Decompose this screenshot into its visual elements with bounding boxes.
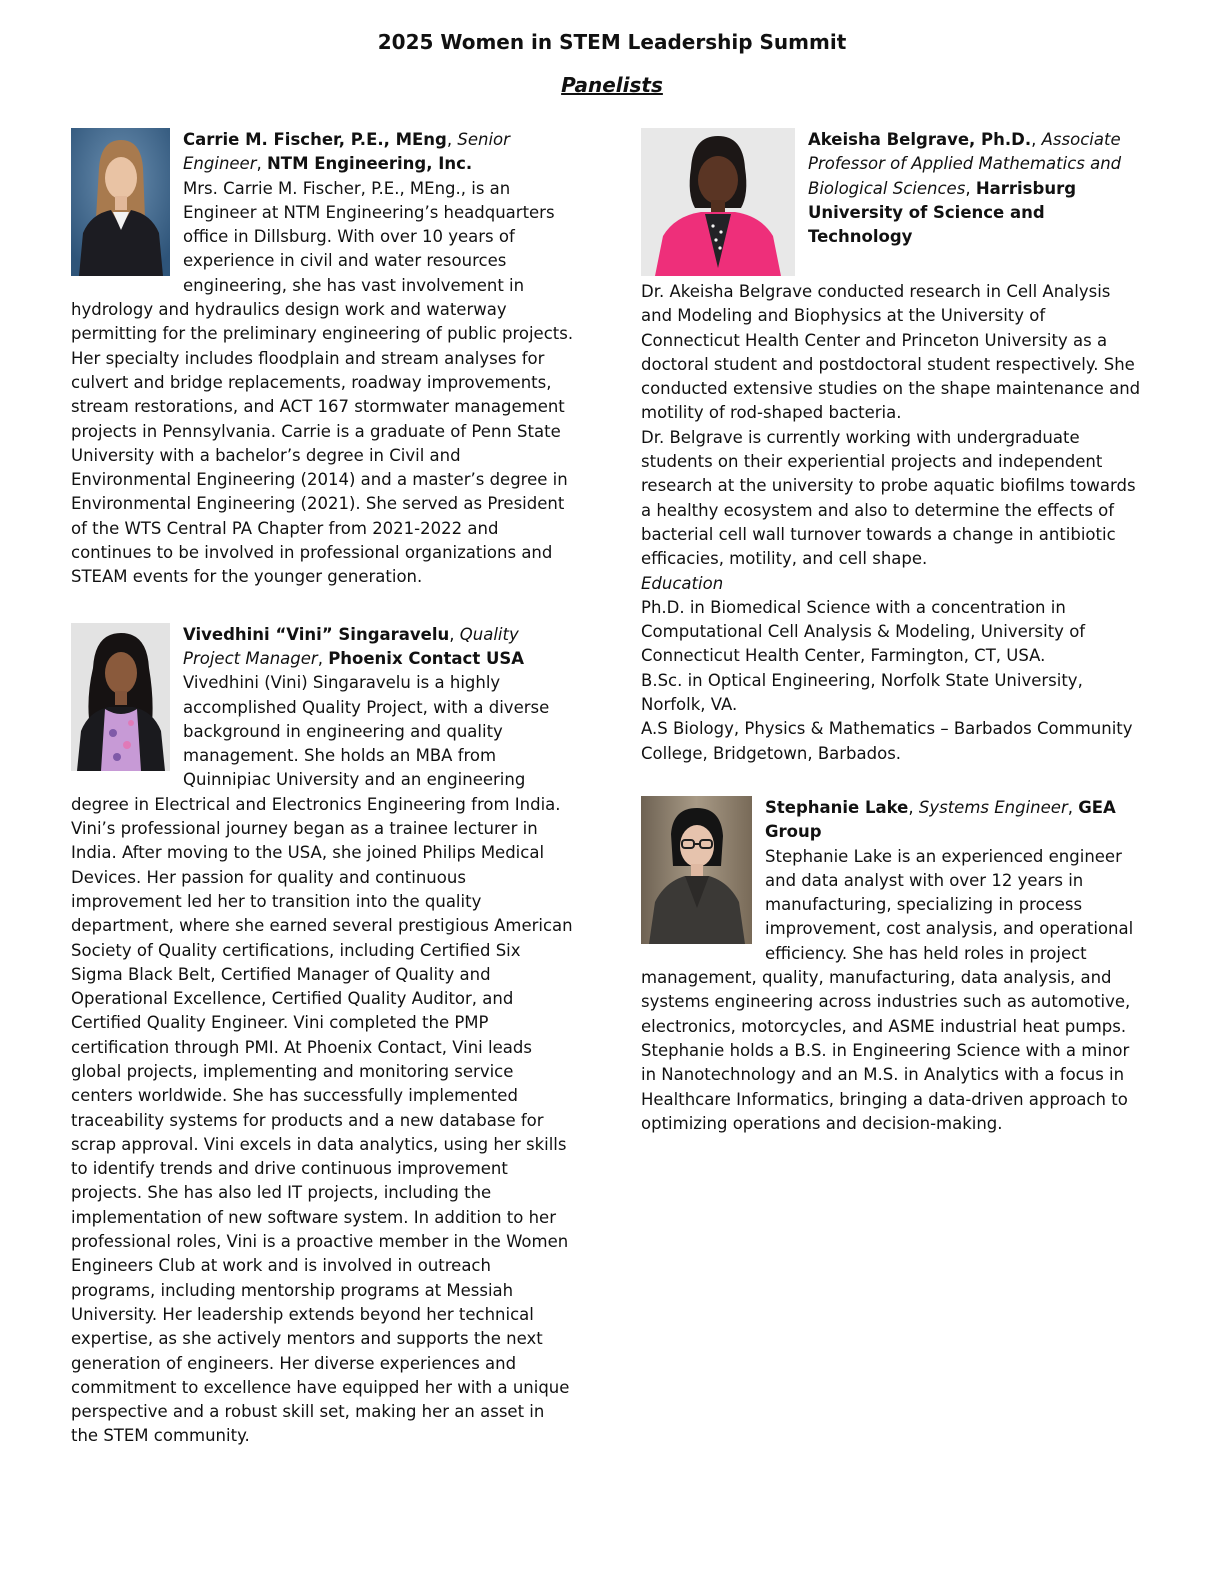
panelist-organization: GEA Group <box>765 797 1116 842</box>
photo-stephanie-lake <box>641 796 752 944</box>
panelist-bio-current: Dr. Belgrave is currently working with undergraduate students on their experiential projects and independent research at the university to probe aquatic biofilms towards a healthy ecosystem and also to determine the effects of bacterial cell wall turnover towards a change in antibiotic efficacies, motility, and cell shape. <box>641 427 1136 569</box>
panelist-name-line: Akeisha Belgrave, Ph.D., Associate Professor of Applied Mathematics and Biological Sciences, Harrisburg University of Science and Technology <box>808 130 1122 247</box>
panelist-name-line: Vivedhini “Vini” Singaravelu, Quality Project Manager, Phoenix Contact USA <box>183 624 525 668</box>
panelist-name: Stephanie Lake <box>765 797 909 817</box>
panelist-stephanie-lake <box>641 796 1146 1136</box>
panelist-bio-research: Dr. Akeisha Belgrave conducted research in Cell Analysis and Modeling and Biophysics at the University of Connecticut Health Center and Princeton University as a doctoral student and postdoctoral student respectively. She conducted extensive studies on the shape maintenance and motility of rod-shaped bacteria. <box>641 282 1141 423</box>
panelist-bio: Vivedhini (Vini) Singaravelu is a highly accomplished Quality Project, with a diverse background in engineering and quality management. She holds an MBA from Quinnipiac University and an engineering degree in Electrical and Electronics Engineering from India. Vini’s professional journey began as a trainee lecturer in India. After moving to the USA, she joined Philips Medical Devices. Her passion for quality and continuous improvement led her to transition into the quality department, where she earned several prestigious American Society of Quality certifications, including Certified Six Sigma Black Belt, Certified Manager of Quality and Operational Excellence, Certified Quality Auditor, and Certified Quality Engineer. Vini completed the PMP certification through PMI. At Phoenix Contact, Vini leads global projects, implementing and monitoring service centers worldwide. She has successfully implemented traceability systems for products and a new database for scrap approval. Vini excels in data analytics, using her skills to identify trends and drive continuous improvement projects. She has also led IT projects, including the implementation of new software system. In addition to her professional roles, Vini is a proactive member in the Women Engineers Club at work and is involved in outreach programs, including mentorship programs at Messiah University. Her leadership extends beyond her technical expertise, as she actively mentors and supports the next generation of engineers. Her diverse experiences and commitment to excellence have equipped her with a unique perspective and a robust skill set, making her an asset in the STEM community. <box>71 673 573 1446</box>
photo-akeisha-belgrave <box>641 128 795 276</box>
panelist-organization: Harrisburg University of Science and Technology <box>808 178 1077 247</box>
panelist-organization: NTM Engineering, Inc. <box>267 154 473 174</box>
education-item: Ph.D. in Biomedical Science with a concentration in Computational Cell Analysis & Modeling, University of Connecticut Health Center, Farmington, CT, USA. <box>641 597 1086 666</box>
panelist-bio: Stephanie Lake is an experienced engineer and data analyst with over 12 years in manufacturing, specializing in process improvement, cost analysis, and operational efficiency. She has held roles in project management, quality, manufacturing, data analysis, and systems engineering across industries such as automotive, electronics, motorcycles, and ASME industrial heat pumps. Stephanie holds a B.S. in Engineering Science with a minor in Nanotechnology and an M.S. in Analytics with a focus in Healthcare Informatics, bringing a data-driven approach to optimizing operations and decision-making. <box>641 846 1134 1133</box>
panelist-vini-singaravelu <box>71 623 576 1449</box>
panelist-title: Senior Engineer <box>183 130 510 174</box>
right-column <box>641 128 1146 1136</box>
panelist-title: Associate Professor of Applied Mathematics and Biological Sciences <box>808 130 1122 198</box>
panelist-name: Carrie M. Fischer, P.E., MEng <box>183 130 447 149</box>
education-item: A.S Biology, Physics & Mathematics – Barbados Community College, Bridgetown, Barbados. <box>641 719 1133 763</box>
panelist-organization: Phoenix Contact USA <box>328 648 525 668</box>
panelist-bio: Mrs. Carrie M. Fischer, P.E., MEng., is an Engineer at NTM Engineering’s headquarters office in Dillsburg. With over 10 years of experience in civil and water resources engineering, she has vast involvement in hydrology and hydraulics design work and waterway permitting for the preliminary engineering of public projects. Her specialty includes floodplain and stream analyses for culvert and bridge replacements, roadway improvements, stream restorations, and ACT 167 stormwater management projects in Pennsylvania. Carrie is a graduate of Penn State University with a bachelor’s degree in Civil and Environmental Engineering (2014) and a master’s degree in Environmental Engineering (2021). She served as President of the WTS Central PA Chapter from 2021-2022 and continues to be involved in professional organizations and STEAM events for the younger generation. <box>71 178 574 587</box>
education-label: Education <box>641 573 724 593</box>
panelist-akeisha-belgrave <box>641 128 1146 766</box>
document-title: 2025 Women in STEM Leadership Summit <box>377 30 847 54</box>
education-item: B.Sc. in Optical Engineering, Norfolk State University, Norfolk, VA. <box>641 670 1083 715</box>
panelist-carrie-fischer <box>71 128 576 590</box>
left-column <box>71 128 576 1449</box>
panelist-name-line: Carrie M. Fischer, P.E., MEng, Senior Engineer, NTM Engineering, Inc. <box>183 130 510 174</box>
panelist-title: Quality Project Manager <box>183 624 519 668</box>
section-heading-panelists: Panelists <box>561 73 663 97</box>
photo-carrie-fischer <box>71 128 170 276</box>
panelist-name-line: Stephanie Lake, Systems Engineer, GEA Group <box>765 797 1116 842</box>
panelist-name: Vivedhini “Vini” Singaravelu <box>183 624 450 644</box>
panelist-name: Akeisha Belgrave, Ph.D. <box>808 130 1032 149</box>
photo-vini-singaravelu <box>71 623 170 771</box>
panelist-title: Systems Engineer <box>918 797 1068 817</box>
